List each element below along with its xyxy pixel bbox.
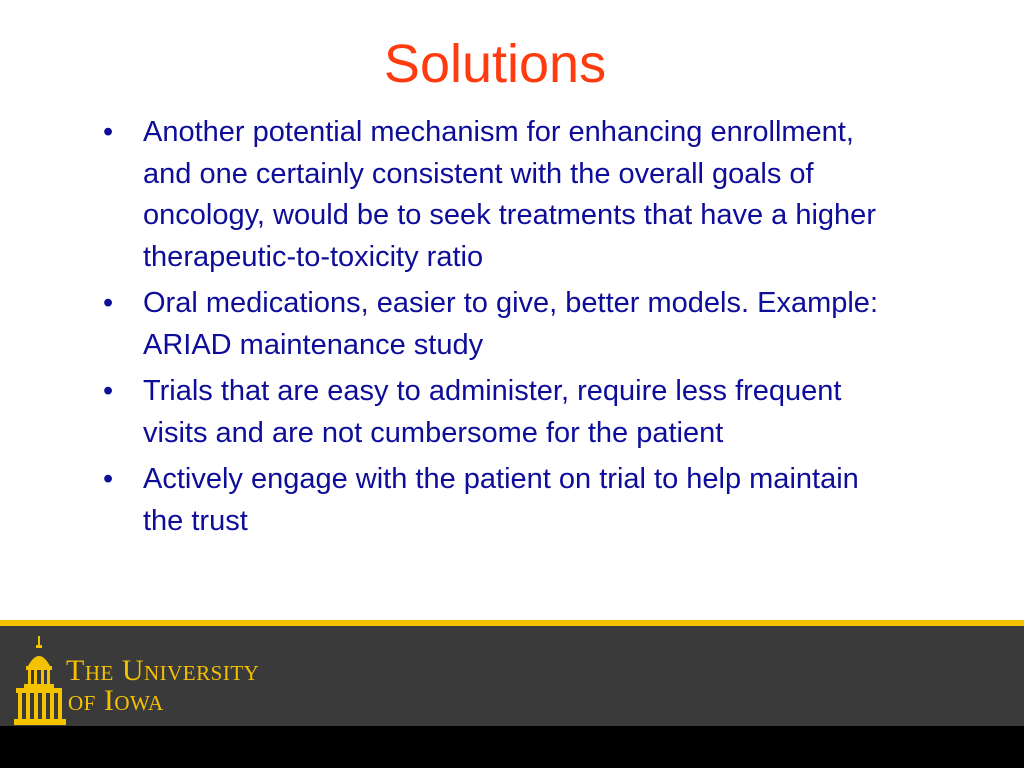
bullet-item (103, 283, 883, 366)
bullet-item (103, 459, 883, 542)
old-capitol-icon (14, 636, 66, 728)
bullet-item (103, 371, 883, 454)
bullet-text: Trials that are easy to administer, require less frequent visits and are not cumbersome for the patient (143, 375, 842, 449)
bullet-item (103, 112, 883, 278)
university-logo (66, 656, 259, 716)
bullet-text: Oral medications, easier to give, better models. Example: ARIAD maintenance study (143, 287, 878, 361)
bullet-text: Another potential mechanism for enhancing enrollment, and one certainly consistent with the overall goals of oncology, would be to seek treatments that have a higher therapeutic-to-toxicity ratio (143, 116, 876, 273)
logo-line-2: of Iowa (68, 684, 164, 717)
footer-black-strip (0, 726, 1024, 768)
slide-title: Solutions (383, 34, 607, 94)
logo-line-1: The University (66, 654, 260, 687)
bullet-icon: • (103, 463, 114, 495)
bullet-icon: • (103, 287, 114, 319)
footer-band (0, 626, 1024, 726)
bullet-list (103, 112, 883, 547)
bullet-icon: • (103, 375, 114, 407)
footer-bar (0, 620, 1024, 768)
bullet-text: Actively engage with the patient on trial to help maintain the trust (143, 463, 859, 537)
bullet-icon: • (103, 116, 114, 148)
